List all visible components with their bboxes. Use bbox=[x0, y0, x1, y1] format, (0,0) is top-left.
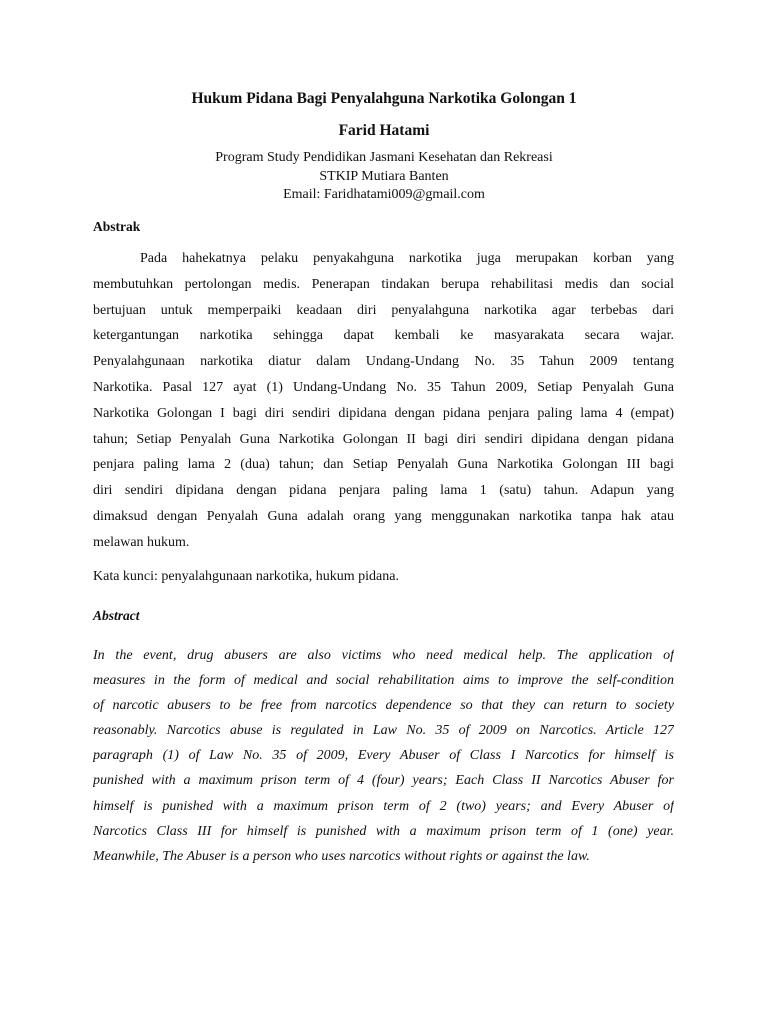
abstrak-line: bertujuan untuk memperpaiki keadaan diri penyalahguna narkotika agar terbebas dari bbox=[93, 302, 674, 318]
author-name: Farid Hatami bbox=[338, 122, 430, 139]
keywords: Kata kunci: penyalahgunaan narkotika, hukum pidana. bbox=[93, 569, 399, 584]
abstrak-line: diri sendiri dipidana dengan pidana penjara paling lama 1 (satu) tahun. Adapun yang bbox=[93, 483, 674, 499]
abstract-line: punished with a maximum prison term of 4 (four) years; Each Class II Narcotics Abuser for bbox=[93, 773, 674, 789]
abstract-line: reasonably. Narcotics abuse is regulated in Law No. 35 of 2009 on Narcotics. Article 127 bbox=[93, 723, 674, 739]
abstract-heading: Abstract bbox=[93, 608, 140, 623]
author-affiliation bbox=[0, 149, 768, 205]
abstrak-line: Penyalahgunaan narkotika diatur dalam Undang-Undang No. 35 Tahun 2009 tentang bbox=[93, 354, 674, 370]
abstract-line: of narcotic abusers to be free from narcotics dependence so that they can return to society bbox=[93, 698, 674, 714]
abstract-line: Narcotics Class III for himself is punished with a maximum prison term of 1 (one) year. bbox=[93, 823, 674, 839]
abstrak-line: ketergantungan narkotika sehingga dapat kembali ke masyarakata secara wajar. bbox=[93, 328, 674, 344]
abstract-line: measures in the form of medical and social rehabilitation aims to improve the self-condition bbox=[93, 673, 674, 689]
abstract-line: paragraph (1) of Law No. 35 of 2009, Every Abuser of Class I Narcotics for himself is bbox=[93, 748, 674, 764]
abstrak-line: Narkotika. Pasal 127 ayat (1) Undang-Undang No. 35 Tahun 2009, Setiap Penyalah Guna bbox=[93, 379, 674, 395]
abstrak-line: tahun; Setiap Penyalah Guna Narkotika Golongan II bagi diri sendiri dipidana dengan pidana bbox=[93, 431, 674, 447]
abstrak-paragraph bbox=[93, 246, 674, 556]
abstrak-line: penjara paling lama 2 (dua) tahun; dan Setiap Penyalah Guna Narkotika Golongan III bagi bbox=[93, 457, 674, 473]
affiliation-email: Email: Faridhatami009@gmail.com bbox=[283, 187, 485, 202]
abstrak-line: Narkotika Golongan I bagi diri sendiri dipidana dengan pidana penjara paling lama 4 (empat) bbox=[93, 405, 674, 421]
abstrak-heading: Abstrak bbox=[93, 219, 141, 234]
abstract-paragraph bbox=[93, 643, 674, 869]
abstract-line: Meanwhile, The Abuser is a person who uses narcotics without rights or against the law. bbox=[93, 848, 590, 864]
affiliation-program: Program Study Pendidikan Jasmani Kesehatan dan Rekreasi bbox=[215, 150, 553, 165]
abstrak-line: membutuhkan pertolongan medis. Penerapan tindakan berupa rehabilitasi medis dan social bbox=[93, 276, 674, 292]
abstrak-line: dimaksud dengan Penyalah Guna adalah orang yang menggunakan narkotika tanpa hak atau bbox=[93, 508, 674, 524]
abstrak-line: melawan hukum. bbox=[93, 534, 190, 550]
paper-title: Hukum Pidana Bagi Penyalahguna Narkotika Golongan 1 bbox=[191, 90, 577, 107]
abstrak-line: Pada hahekatnya pelaku penyakahguna narkotika juga merupakan korban yang bbox=[140, 251, 674, 266]
affiliation-institution: STKIP Mutiara Banten bbox=[319, 168, 449, 184]
abstract-line: In the event, drug abusers are also victims who need medical help. The application of bbox=[93, 648, 674, 663]
abstract-line: himself is punished with a maximum prison term of 2 (two) years; and Every Abuser of bbox=[93, 798, 674, 814]
